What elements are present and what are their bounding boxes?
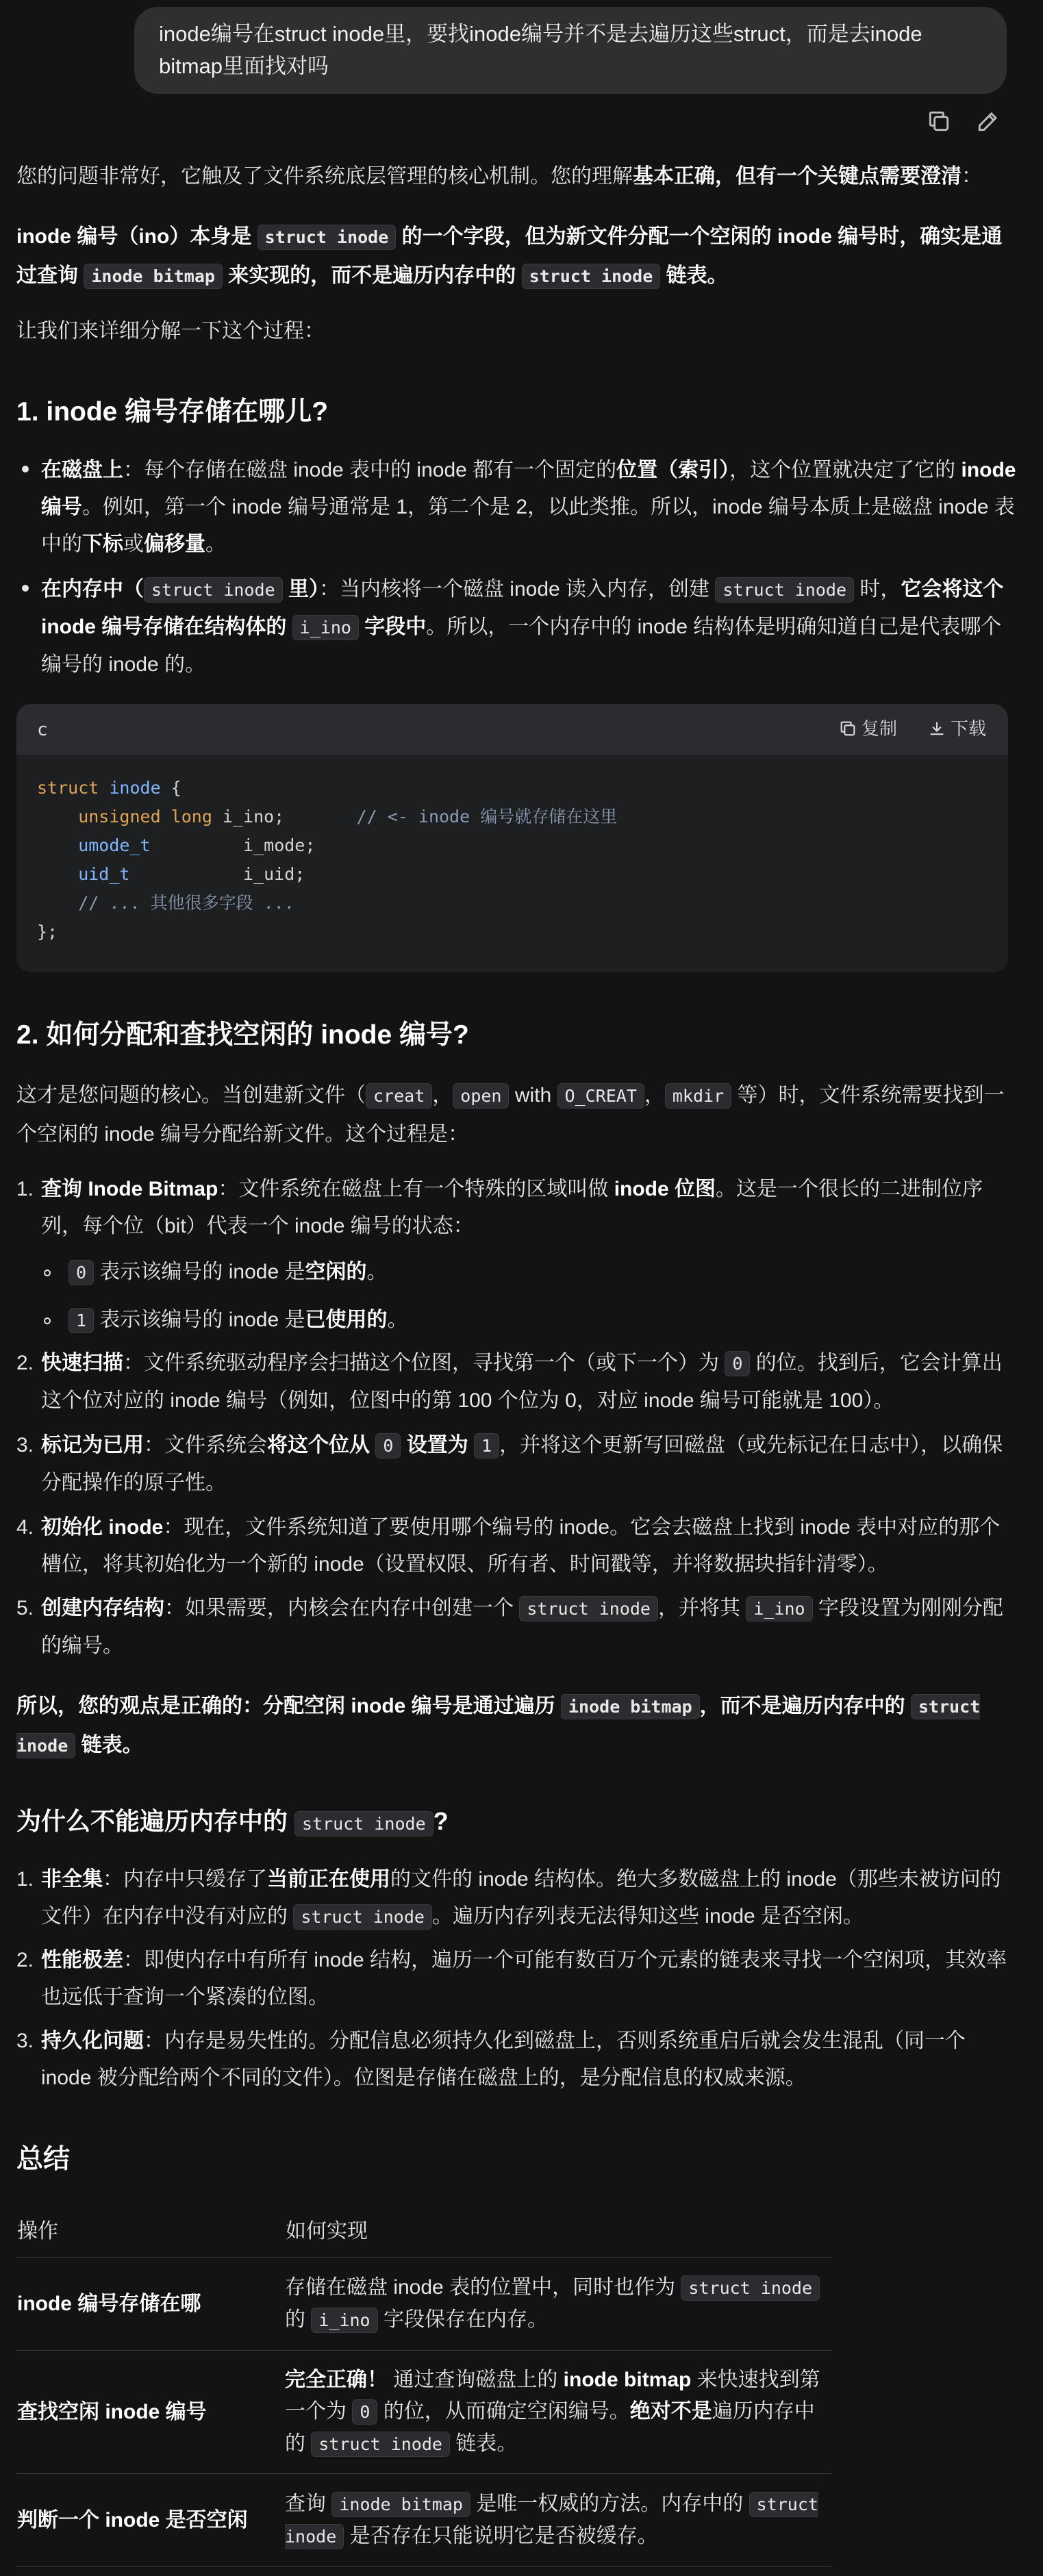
section-1-bullet-disk: 在磁盘上：每个存储在磁盘 inode 表中的 inode 都有一个固定的位置（索引），这个位置就决定了它的 inode 编号。例如，第一个 inode 编号通常是 1，第二个是 2，以此类推。所以，inode 编号本质上是磁盘 inode 表中的下标或偏移量。 <box>16 452 1016 572</box>
section-3-item-2: 2. 性能极差：即使内存中有所有 inode 结构，遍历一个可能有数百万个元素的链表来寻找一个空闲项，其效率也远低于查询一个紧凑的位图。 <box>16 1949 1007 2008</box>
user-message-text: inode编号在struct inode里，要找inode编号并不是去遍历这些struct，而是去inode bitmap里面找对吗 <box>159 22 922 78</box>
section-2-step-4: 4. 初始化 inode：现在，文件系统知道了要使用哪个编号的 inode。它会去磁盘上找到 inode 表中对应的那个槽位，将其初始化为一个新的 inode（设置权限、所有者、时间戳等，并将数据块指针清零）。 <box>16 1516 1001 1576</box>
user-message-bubble <box>134 7 1007 94</box>
intro-paragraph-3: 让我们来详细分解一下这个过程： <box>16 320 325 342</box>
section-1-bullet-memory: 在内存中（ struct inode 里）：当内核将一个磁盘 inode 读入内存，创建 struct inode 时，它会将这个 inode 编号存储在结构体的 i_ino 字段中。所以，一个内存中的 inode 结构体是明确知道自己是代表哪个编号的 inode 的。 <box>16 571 1016 693</box>
section-1-title: 1. inode 编号存储在哪儿? <box>16 397 329 427</box>
section-2-conclusion: 所以，您的观点是正确的：分配空闲 inode 编号是通过遍历 inode bitmap ，而不是遍历内存中的 struct inode 链表。 <box>16 1687 1016 1765</box>
table-header-implementation: 如何实现 <box>285 2206 831 2258</box>
section-2-title: 2. 如何分配和查找空闲的 inode 编号? <box>16 1020 469 1050</box>
code-content: struct inode { unsigned long i_ino; // <- inode 编号就存储在这里 umode_t i_mode; uid_t i_uid; // ... 其他很多字段 ... }; <box>37 778 618 942</box>
table-row: 查找空闲 inode 编号 完全正确！ 通过查询磁盘上的 inode bitmap 来快速找到第一个为 0 的位，从而确定空闲编号。绝对不是遍历内存中的 struct inode 链表。 <box>16 2351 831 2474</box>
intro-paragraph-1: 您的问题非常好，它触及了文件系统底层管理的核心机制。您的理解基本正确，但有一个关键点需要澄清： <box>16 165 982 188</box>
copy-icon <box>838 719 857 738</box>
code-block <box>16 704 1008 972</box>
section-2-step-5: 5. 创建内存结构：如果需要，内核会在内存中创建一个 struct inode ，并将其 i_ino 字段设置为刚刚分配的编号。 <box>16 1597 1003 1657</box>
table-header-row <box>16 2206 831 2258</box>
section-3-item-1: 1. 非全集：内存中只缓存了当前正在使用的文件的 inode 结构体。绝大多数磁盘上的 inode（那些未被访问的文件）在内存中没有对应的 struct inode 。遍历内存列表无法得知这些 inode 是否空闲。 <box>16 1861 1016 1945</box>
section-3-title: 为什么不能遍历内存中的 struct inode ? <box>16 1807 449 1835</box>
code-language-label: c <box>37 720 48 740</box>
download-code-button[interactable]: 下载 <box>927 712 986 745</box>
code-block-header <box>16 704 1008 755</box>
table-header-operation: 操作 <box>16 2206 285 2258</box>
section-3-item-3: 3. 持久化问题：内存是易失性的。分配信息必须持久化到磁盘上，否则系统重启后就会发生混乱（同一个 inode 被分配给两个不同的文件）。位图是存储在磁盘上的，是分配信息的权威来源。 <box>16 2030 966 2089</box>
section-2-sub-0: 0 表示该编号的 inode 是空闲的。 <box>16 1256 1027 1299</box>
intro-paragraph-2: inode 编号（ino）本身是 struct inode 的一个字段，但为新文件分配一个空闲的 inode 编号时，确实是通过查询 inode bitmap 来实现的，而不是遍历内存中的 struct inode 链表。 <box>16 218 1016 296</box>
section-2-step-1: 1. 查询 Inode Bitmap：文件系统在磁盘上有一个特殊的区域叫做 inode 位图。这是一个很长的二进制位序列，每个位（bit）代表一个 inode 编号的状态： <box>16 1178 983 1237</box>
copy-code-button[interactable]: 复制 <box>838 712 897 745</box>
table-row: inode 编号存储在哪 存储在磁盘 inode 表的位置中，同时也作为 struct inode 的 i_ino 字段保存在内存。 <box>16 2258 831 2351</box>
section-2-sub-1: 1 表示该编号的 inode 是已使用的。 <box>16 1304 1027 1347</box>
table-row: 判断一个 inode 是否空闲 查询 inode bitmap 是唯一权威的方法。内存中的 struct inode 是否存在只能说明它是否被缓存。 <box>16 2474 831 2567</box>
section-2-step-2: 2. 快速扫描：文件系统驱动程序会扫描这个位图，寻找第一个（或下一个）为 0 的位。找到后，它会计算出这个位对应的 inode 编号（例如，位图中的第 100 个位为 0，对应 inode 编号可能就是 100）。 <box>16 1352 1003 1412</box>
summary-table <box>16 2206 831 2567</box>
section-2-intro: 这才是您问题的核心。当创建新文件（ creat ， open with O_CREAT ， mkdir 等）时，文件系统需要找到一个空闲的 inode 编号分配给新文件。这个过程是： <box>16 1084 1005 1146</box>
copy-icon[interactable] <box>926 108 952 134</box>
download-icon <box>927 719 946 738</box>
summary-title: 总结 <box>16 2145 71 2174</box>
section-2-step-3: 3. 标记为已用：文件系统会将这个位从 0 设置为 1 ，并将这个更新写回磁盘（或先标记在日志中），以确保分配操作的原子性。 <box>16 1434 1003 1494</box>
edit-icon[interactable] <box>975 108 1001 134</box>
